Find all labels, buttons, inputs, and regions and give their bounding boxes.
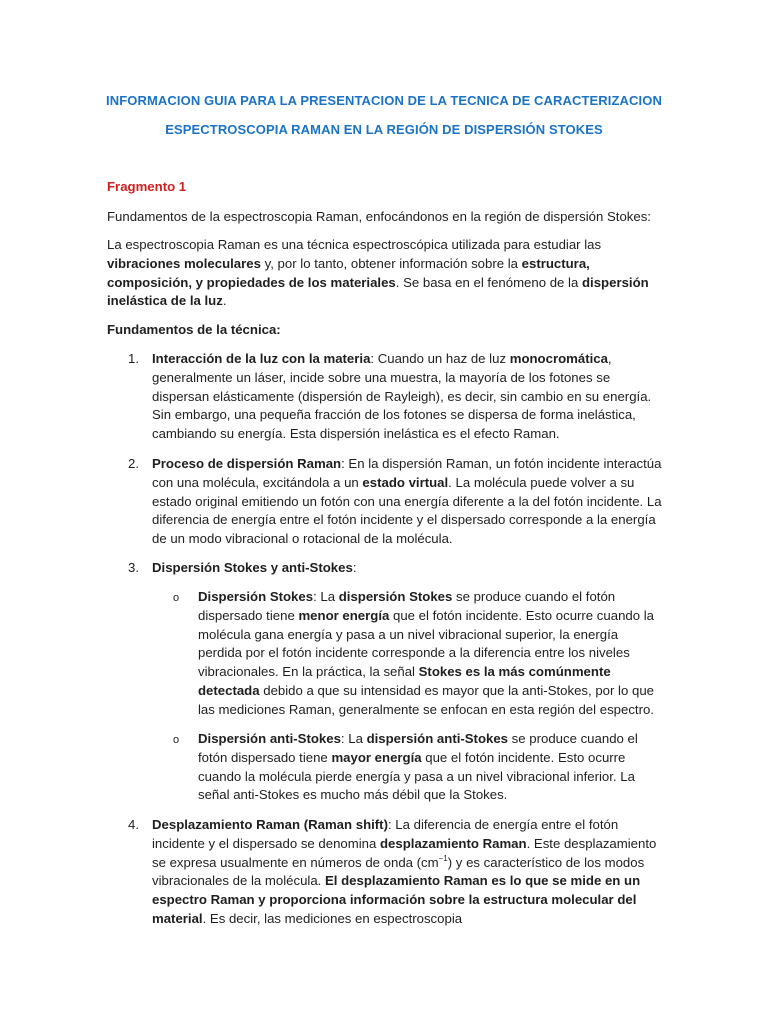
item-heading: Proceso de dispersión Raman [152,456,342,471]
item-text: ) y es característico de los modos vibracionales de la molécula. [152,854,645,889]
desc-text: . [222,293,227,309]
item-text: . Este desplazamiento se expresa usualmente en números de onda (cm [152,835,657,870]
item-text: : [352,560,357,575]
list-item [152,559,662,578]
document-title: INFORMACION GUIA PARA LA PRESENTACION DE LA TECNICA DE CARACTERIZACION [106,93,662,108]
bullet-marker: o [173,592,180,604]
list-item [152,455,662,549]
sub-text: : La [340,731,367,746]
item-number: 2. [128,456,139,471]
item-text: : La diferencia de energía entre el fotón incidente y el dispersado se denomina [152,817,619,851]
sub-bold: Stokes es la más comúnmente detectada [198,664,611,698]
sub-text: que el fotón incidente. Esto ocurre cuando la molécula pierde energía y pasa a un nivel vibracional inferior. La señal anti-Stokes es mucho más débil que la Stokes. [198,749,635,803]
item-heading: Desplazamiento Raman (Raman shift) [152,817,388,832]
sub-bold: dispersión anti-Stokes [366,731,509,746]
item-text: , generalmente un láser, incide sobre una muestra, la mayoría de los fotones se dispersan elásticamente (dispersión de Rayleigh), es decir, sin cambio en su energía. Sin embargo, una pequeña fracción de los fotones se dispersa de forma inelástica, cambiando su energía. Esta dispersión inelástica es el efecto Raman. [152,351,652,442]
item-text: . Es decir, las mediciones en espectroscopia [202,910,463,926]
item-heading: Dispersión Stokes y anti-Stokes [152,560,353,575]
item-text: : En la dispersión Raman, un fotón incidente interactúa con una molécula, excitándola a un [152,456,662,490]
superscript: −1 [438,853,448,863]
fundamentals-heading: Fundamentos de la técnica: [107,322,281,337]
item-number: 1. [128,351,139,366]
fragment-label: Fragmento 1 [107,179,187,194]
sub-list-item [198,588,662,720]
item-bold: desplazamiento Raman [380,835,527,851]
sub-bold: menor energía [298,607,390,623]
sub-list-item [198,730,662,805]
list-item [152,816,662,929]
desc-text: . Se basa en el fenómeno de la [395,274,582,290]
item-bold: estado virtual [362,474,449,490]
sub-text: se produce cuando el fotón dispersado tiene [198,589,616,623]
desc-bold: estructura, composición, y propiedades de los materiales [107,255,590,290]
item-text: : Cuando un haz de luz [370,351,510,366]
sub-bold: dispersión Stokes [338,589,453,604]
item-bold: monocromática [509,351,608,366]
sub-heading: Dispersión anti-Stokes [198,731,341,746]
desc-bold: vibraciones moleculares [107,255,261,271]
document-subtitle: ESPECTROSCOPIA RAMAN EN LA REGIÓN DE DISPERSIÓN STOKES [165,122,603,137]
desc-bold: dispersión inelástica de la luz [107,274,649,309]
item-bold: El desplazamiento Raman es lo que se mide en un espectro Raman y proporciona información sobre la estructura molecular del material [152,873,641,926]
desc-text: y, por lo tanto, obtener información sobre la [260,255,522,271]
description-paragraph [107,236,667,311]
sub-text: debido a que su intensidad es mayor que la anti-Stokes, por lo que las mediciones Raman, generalmente se enfocan en esta región del espectro. [198,682,654,717]
sub-bold: mayor energía [331,749,422,765]
sub-text: que el fotón incidente. Esto ocurre cuando la molécula gana energía y pasa a un nivel vibracional superior, la energía perdida por el fotón incidente corresponde a la diferencia entre los niveles vibracionales. En la práctica, la señal [198,607,655,680]
bullet-marker: o [173,734,180,746]
item-heading: Interacción de la luz con la materia [152,351,371,366]
intro-paragraph: Fundamentos de la espectroscopia Raman, enfocándonos en la región de dispersión Stokes: [107,209,651,224]
list-item [152,350,662,444]
item-text: . La molécula puede volver a su estado original emitiendo un fotón con una energía diferente a la del fotón incidente. La diferencia de energía entre el fotón incidente y el dispersado corresponde a la energía de un modo vibracional o rotacional de la molécula. [152,474,662,547]
desc-text: La espectroscopia Raman es una técnica espectroscópica utilizada para estudiar las [107,237,602,252]
item-number: 3. [128,560,139,575]
sub-text: se produce cuando el fotón dispersado tiene [198,731,638,765]
sub-text: : La [313,589,339,604]
item-number: 4. [128,817,139,832]
sub-heading: Dispersión Stokes [198,589,314,604]
